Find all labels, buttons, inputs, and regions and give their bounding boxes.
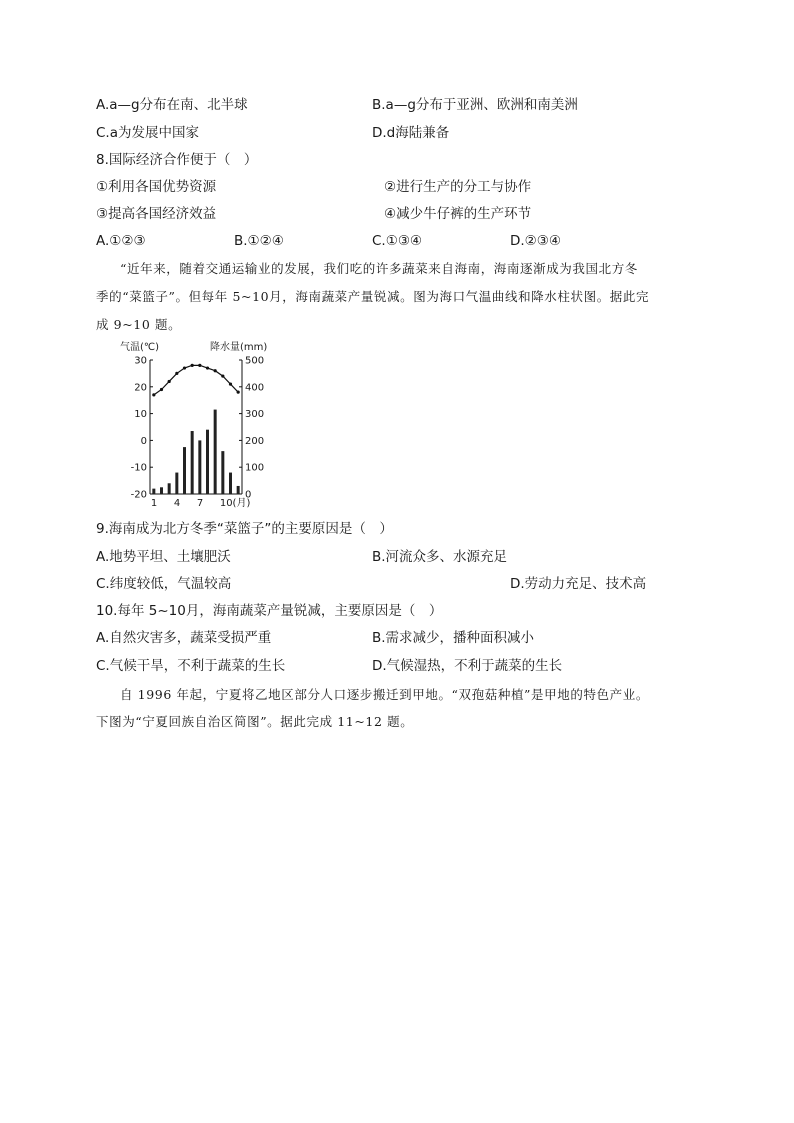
precipitation-bar bbox=[160, 487, 163, 494]
right-tick-label: 300 bbox=[245, 409, 265, 421]
left-tick-label: -20 bbox=[130, 489, 147, 501]
q7-option-c: C.a为发展中国家 bbox=[96, 125, 199, 141]
q10-option-b: B.需求减少，播种面积减小 bbox=[372, 630, 535, 646]
left-tick-label: -10 bbox=[130, 462, 147, 474]
precipitation-bar bbox=[183, 447, 186, 494]
temperature-point bbox=[221, 374, 224, 377]
temperature-point bbox=[229, 383, 232, 386]
temperature-point bbox=[214, 369, 217, 372]
passage-1-line-3: 成 9~10 题。 bbox=[96, 317, 182, 332]
precipitation-bar bbox=[152, 489, 155, 494]
q8-option-a: A.①②③ bbox=[96, 233, 146, 249]
temperature-point bbox=[175, 372, 178, 375]
q9-option-c: C.纬度较低，气温较高 bbox=[96, 576, 232, 592]
passage-2-line-2: 下图为“宁夏回族自治区简图”。据此完成 11~12 题。 bbox=[96, 714, 414, 729]
q8-item-1: ①利用各国优势资源 bbox=[96, 179, 217, 195]
right-tick-label: 0 bbox=[245, 489, 252, 501]
right-tick-label: 100 bbox=[245, 462, 265, 474]
precipitation-bar bbox=[206, 430, 209, 494]
left-axis-title: 气温(℃) bbox=[120, 342, 160, 353]
q8-item-4: ④减少牛仔裤的生产环节 bbox=[384, 206, 532, 222]
right-axis-title: 降水量(mm) bbox=[210, 342, 268, 353]
q10-option-a: A.自然灾害多，蔬菜受损严重 bbox=[96, 630, 272, 646]
temperature-curve bbox=[154, 365, 238, 394]
q10-option-d: D.气候湿热，不利于蔬菜的生长 bbox=[372, 658, 563, 674]
q8-option-c: C.①③④ bbox=[372, 233, 423, 249]
precipitation-bar bbox=[221, 451, 224, 494]
precipitation-bar bbox=[175, 473, 178, 494]
q7-option-b: B.a—g分布于亚洲、欧洲和南美洲 bbox=[372, 97, 578, 113]
right-tick-label: 500 bbox=[245, 355, 265, 367]
x-tick-label: 7 bbox=[196, 498, 204, 509]
precipitation-bar bbox=[168, 483, 171, 494]
q8-option-b: B.①②④ bbox=[234, 233, 284, 249]
passage-1-line-2: 季的“菜篮子”。但每年 5~10月，海南蔬菜产量锐减。图为海口气温曲线和降水柱状图。据此完 bbox=[96, 289, 650, 304]
x-tick-label: 1 bbox=[150, 498, 158, 509]
temperature-point bbox=[152, 393, 155, 396]
temperature-point bbox=[191, 364, 194, 367]
right-tick-label: 200 bbox=[245, 435, 265, 447]
temperature-point bbox=[183, 366, 186, 369]
left-tick-label: 20 bbox=[134, 382, 147, 394]
q10-stem: 10.每年 5~10月，海南蔬菜产量锐减，主要原因是（ ） bbox=[96, 603, 443, 619]
right-tick-label: 400 bbox=[245, 382, 265, 394]
temperature-point bbox=[168, 380, 171, 383]
q7-option-d: D.d海陆兼备 bbox=[372, 125, 450, 141]
precipitation-bar bbox=[191, 431, 194, 494]
q9-stem: 9.海南成为北方冬季“菜篮子”的主要原因是（ ） bbox=[96, 521, 393, 537]
temperature-point bbox=[160, 388, 163, 391]
left-tick-label: 10 bbox=[134, 409, 147, 421]
passage-2-line-1: 自 1996 年起，宁夏将乙地区部分人口逐步搬迁到甲地。“双孢菇种植”是甲地的特色产业。 bbox=[120, 687, 649, 702]
precipitation-bar bbox=[214, 410, 217, 494]
precipitation-bar bbox=[237, 486, 240, 494]
q8-stem: 8.国际经济合作便于（ ） bbox=[96, 152, 258, 168]
q10-option-c: C.气候干旱，不利于蔬菜的生长 bbox=[96, 658, 286, 674]
temperature-point bbox=[206, 366, 209, 369]
q8-item-2: ②进行生产的分工与协作 bbox=[384, 179, 532, 195]
q9-option-b: B.河流众多、水源充足 bbox=[372, 549, 508, 565]
left-tick-label: 30 bbox=[134, 355, 147, 367]
temperature-point bbox=[198, 364, 201, 367]
climate-chart bbox=[118, 338, 280, 510]
passage-1-line-1: “近年来，随着交通运输业的发展，我们吃的许多蔬菜来自海南，海南逐渐成为我国北方冬 bbox=[120, 261, 638, 276]
precipitation-bar bbox=[229, 473, 232, 494]
q9-option-d: D.劳动力充足、技术高 bbox=[510, 576, 647, 592]
q8-item-3: ③提高各国经济效益 bbox=[96, 206, 217, 222]
precipitation-bar bbox=[198, 440, 201, 494]
q8-option-d: D.②③④ bbox=[510, 233, 561, 249]
temperature-point bbox=[237, 391, 240, 394]
x-tick-label: 10(月) bbox=[219, 498, 251, 509]
left-tick-label: 0 bbox=[140, 435, 147, 447]
x-tick-label: 4 bbox=[173, 498, 181, 509]
q9-option-a: A.地势平坦、土壤肥沃 bbox=[96, 549, 231, 565]
q7-option-a: A.a—g分布在南、北半球 bbox=[96, 97, 248, 113]
